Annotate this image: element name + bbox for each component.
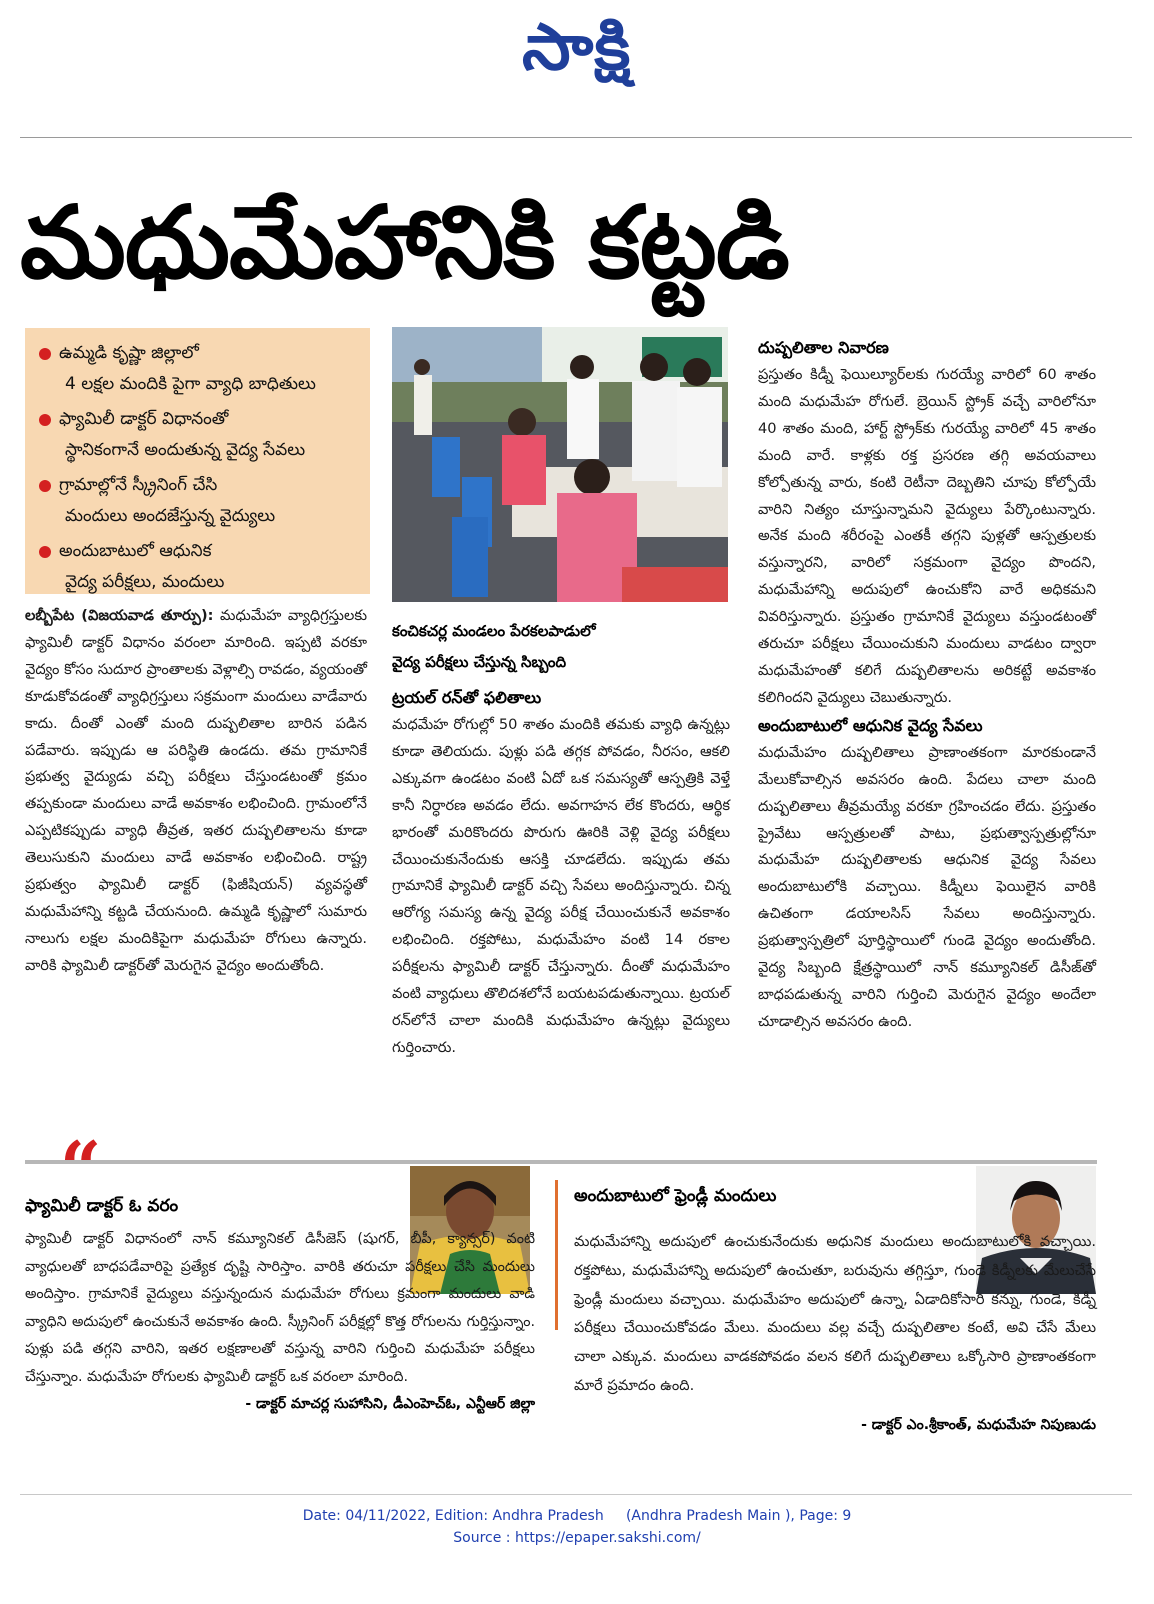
caption-line: వైద్య పరీక్షలు చేస్తున్న సిబ్బంది	[392, 653, 567, 671]
col2-body: మధమేహ రోగుల్లో 50 శాతం మందికి తమకు వ్యాధి ఉన్నట్లు కూడా తెలియదు. పుళ్లు పడి తగ్గక పోవడం, నీరసం, ఆకలి ఎక్కువగా ఉండటం వంటి ఏదో ఒక సమస్యతో ఆస్పత్రికి వెళ్తే కానీ నిర్ధారణ అవడం లేదు. అవగాహన లేక కొందరు, ఆర్థిక భారంతో మరికొందరు పొరుగు ఊరికి వెళ్లి వైద్య పరీక్షలు చేయించుకునేందుకు ఆసక్తి చూడలేదు. ఇప్పుడు తమ గ్రామానికే ఫ్యామిలీ డాక్టర్ వచ్చి సేవలు అందిస్తున్నారు. చిన్న ఆరోగ్య సమస్య ఉన్న వైద్య పరీక్ష చేయించుకునే అవకాశం లభించింది. రక్తపోటు, మధుమేహం వంటి 14 రకాల పరీక్షలను ఫ్యామిలీ డాక్టర్ చేస్తున్నారు. దీంతో మధుమేహం వంటి వ్యాధులు తొలిదశలోనే బయటపడుతున్నాయి. ట్రయల్ రన్‌లోనే చాలా మందికి మధుమేహం ఉన్నట్లు వైద్యులు గుర్తించారు.	[392, 716, 730, 1056]
col2-subhead: ట్రయల్ రన్‌తో ఫలితాలు	[392, 688, 542, 707]
sakshi-logo: సాక్షి	[522, 10, 632, 85]
highlight-item	[39, 404, 356, 466]
masthead-rule	[20, 137, 1132, 138]
section-divider	[25, 1160, 1097, 1164]
col3-subhead-1: దుష్పలితాల నివారణ	[758, 338, 889, 357]
highlight-line: 4 లక్షల మందికి పైగా వ్యాధి బాధితులు	[65, 374, 316, 394]
headline: మధుమేహానికి కట్టడి	[20, 184, 789, 301]
highlight-item	[39, 470, 356, 532]
quote-separator	[555, 1180, 558, 1330]
highlight-line: మందులు అందజేస్తున్న వైద్యులు	[65, 506, 276, 526]
column-2	[392, 684, 730, 1062]
left-quote-title: ఫ్యామిలీ డాక్టర్ ఓ వరం	[25, 1196, 179, 1216]
highlight-line: ఫ్యామిలీ డాక్టర్ విధానంతో	[59, 409, 229, 429]
highlight-line: స్థానికంగానే అందుతున్న వైద్య సేవలు	[65, 440, 306, 460]
highlight-item	[39, 536, 356, 598]
highlight-line: ఉమ్మడి కృష్ణా జిల్లాలో	[59, 343, 199, 363]
column-3	[758, 334, 1096, 1036]
left-quote-body	[25, 1226, 535, 1392]
photo-caption	[392, 616, 732, 678]
right-quote	[574, 1182, 1096, 1436]
caption-line: కంచికచర్ల మండలం పేరకలపాడులో	[392, 622, 596, 640]
highlights-box	[25, 328, 370, 594]
bullet-dot-icon	[39, 348, 51, 360]
highlight-line: గ్రామాల్లోనే స్క్రీనింగ్ చేసి	[59, 475, 218, 495]
quote-mark-icon: “	[60, 1125, 102, 1210]
col3-body-2: మధుమేహం దుష్పలితాలు ప్రాణాంతకంగా మారకుండానే మేలుకోవాల్సిన అవసరం ఉంది. పేదలు చాలా మంది దుష్పలితాలు తీవ్రమయ్యే వరకూ గ్రహించడం లేదు. ప్రస్తుతం ప్రైవేటు ఆస్పత్రులతో పాటు, ప్రభుత్వాస్పత్రుల్లోనూ మధుమేహ దుష్పలితాలకు ఆధునిక వైద్య సేవలు అందుబాటులోకి వచ్చాయి. కిడ్నీలు ఫెయిలైన వారికి ఉచితంగా డయాలసిస్ సేవలు అందిస్తున్నారు. ప్రభుత్వాస్పత్రిలో పూర్తిస్థాయిలో గుండె వైద్యం అందుతోంది. వైద్య సిబ్బంది క్షేత్రస్థాయిలో నాన్ కమ్యూనికల్ డిసీజ్‌తో బాధపడుతున్న వారిని గుర్తించి మెరుగైన వైద్యం అందేలా చూడాల్సిన అవసరం ఉంది.	[758, 743, 1096, 1030]
right-quote-title: అందుబాటులో ఫ్రెండ్లీ మందులు	[574, 1186, 777, 1206]
news-photo	[392, 327, 728, 602]
col1-body: మధుమేహ వ్యాధిగ్రస్తులకు ఫ్యామిలీ డాక్టర్ విధానం వరంలా మారింది. ఇప్పటి వరకూ వైద్యం కోసం సుదూర ప్రాంతాలకు వెళ్లాల్సి రావడం, వ్యయంతో కూడుకోవడంతో వ్యాధిగ్రస్తులు సక్రమంగా మందులు వాడేవారు కాదు. దీంతో ఎంతో మంది దుష్పలితాల బారిన పడిన పడేవారు. ఇప్పుడు ఆ పరిస్థితి ఉండదు. తమ గ్రామానికే ప్రభుత్వ వైద్యుడు వచ్చి పరీక్షలు చేస్తుండటంతో క్రమం తప్పకుండా మందులు వాడే అవకాశం లభించింది. గ్రామంలోనే ఎప్పటికప్పుడు వ్యాధి తీవ్రత, ఇతర దుష్పలితాలను కూడా తెలుసుకుని మందులు వాడే అవకాశం లభించింది. రాష్ట్ర ప్రభుత్వం ఫ్యామిలీ డాక్టర్ (ఫిజీషియన్) వ్యవస్థతో మధుమేహాన్ని కట్టడి చేయనుంది. ఉమ్మడి కృష్ణాలో సుమారు నాలుగు లక్షల మందికిపైగా మధుమేహ రోగులు ఉన్నారు. వారికి ఫ్యామిలీ డాక్టర్‌తో మెరుగైన వైద్యం అందుతోంది.	[25, 607, 367, 974]
footer-date-line: Date: 04/11/2022, Edition: Andhra Pradesh (Andhra Pradesh Main ), Page: 9	[302, 1508, 852, 1524]
highlight-line: వైద్య పరీక్షలు, మందులు	[65, 572, 225, 592]
photo-illustration	[392, 327, 728, 602]
right-quote-attribution: - డాక్టర్ ఎం.శ్రీకాంత్, మధుమేహ నిపుణుడు	[861, 1416, 1096, 1433]
col3-body-1: ప్రస్తుతం కిడ్నీ ఫెయిల్యూర్‌లకు గురయ్యే వారిలో 60 శాతం మంది మధుమేహ రోగులే. బ్రెయిన్ స్ట్రోక్ వచ్చే వారిలోనూ 40 శాతం మంది, హార్ట్ స్ట్రోక్‌కు గురయ్యే వారిలో 45 శాతం మంది వారే. కాళ్లకు రక్త ప్రసరణ తగ్గి అవయవాలు కోల్పోతున్న వారు, కంటి రెటీనా దెబ్బతిని చూపు కోల్పోయే వారిని నిత్యం చూస్తున్నామని వైద్యులు పేర్కొంటున్నారు. అనేక మంది శరీరంపై ఎంతకీ తగ్గని పుళ్లతో ఆస్పత్రులకు వస్తున్నారని, వారిలో సక్రమంగా వైద్యం పొందని, మధుమేహాన్ని అదుపులో ఉంచుకోని వారే అధికమని వివరిస్తున్నారు. ప్రస్తుతం గ్రామానికే వైద్యులు వస్తుండటంతో తరుచూ పరీక్షలు చేయించుకుని మందులు వాడటం ద్వారా మధుమేహంతో కలిగే దుష్పలితాలను అరికట్టే అవకాశం కలిగిందని వైద్యులు చెబుతున్నారు.	[758, 366, 1096, 706]
highlight-item	[39, 338, 356, 400]
dateline: లబ్బీపేట (విజయవాడ తూర్పు):	[25, 607, 214, 624]
bullet-dot-icon	[39, 414, 51, 426]
right-quote-text: మధుమేహాన్ని అదుపులో ఉంచుకునేందుకు అధునిక మందులు అందుబాటులోకి వచ్చాయి. రక్తపోటు, మధుమేహాన్ని అదుపులో ఉంచుతూ, బరువును తగ్గిస్తూ, గుండె కిడ్నీలకు మేలుచేసే ఫ్రెండ్లీ మందులు వచ్చాయి. మధుమేహం అదుపులో ఉన్నా, ఏడాదికోసారి కన్ను, గుండె, కిడ్నీ పరీక్షలు చేయించుకోవడం మేలు. మందులు వల్ల వచ్చే దుష్పలితాల కంటే, అవి చేసే మేలు చాలా ఎక్కువ. మందులు వాడకపోవడం వలన కలిగే దుష్పలితాలు ఒక్కోసారి ప్రాణాంతకంగా మారే ప్రమాదం ఉంది.	[574, 1233, 1096, 1394]
highlight-line: అందుబాటులో ఆధునిక	[59, 541, 212, 561]
col3-subhead-2: అందుబాటులో ఆధునిక వైద్య సేవలు	[758, 715, 983, 735]
column-1	[25, 603, 367, 980]
bullet-dot-icon	[39, 546, 51, 558]
left-quote	[25, 1192, 535, 1415]
right-quote-body	[574, 1228, 1096, 1401]
left-quote-text: ఫ్యామిలీ డాక్టర్ విధానంలో నాన్ కమ్యూనికల్ డిసీజెస్ (షుగర్, బీపీ, క్యాన్సర్) వంటి వ్యాధులతో బాధపడేవారిపై ప్రత్యేక దృష్టి సారిస్తాం. వారికి తరుచూ పరీక్షలు చేసి మందులు అందిస్తాం. గ్రామానికే వైద్యులు వస్తున్నందున మధుమేహ రోగులు క్రమంగా మందులు వాడి వ్యాధిని అదుపులో ఉంచుకునే అవకాశం ఉంది. స్క్రీనింగ్ పరీక్షల్లో కొత్త రోగులను గుర్తిస్తున్నాం. పుళ్లు పడి తగ్గని వారిని, ఇతర లక్షణాలతో వస్తున్న వారిని గుర్తించి మధుమేహ పరీక్షలు చేస్తున్నాం. మధుమేహ రోగులకు ఫ్యామిలీ డాక్టర్ ఒక వరంలా మారింది.	[25, 1231, 535, 1385]
footer-source-line: Source : https://epaper.sakshi.com/	[453, 1530, 701, 1546]
left-quote-attribution: - డాక్టర్ మాచర్ల సుహాసిని, డీఎంహెచ్‌ఓ, ఎన్టీఆర్ జిల్లా	[245, 1395, 535, 1412]
footer-rule	[20, 1494, 1132, 1495]
bullet-dot-icon	[39, 480, 51, 492]
masthead	[0, 10, 1154, 100]
